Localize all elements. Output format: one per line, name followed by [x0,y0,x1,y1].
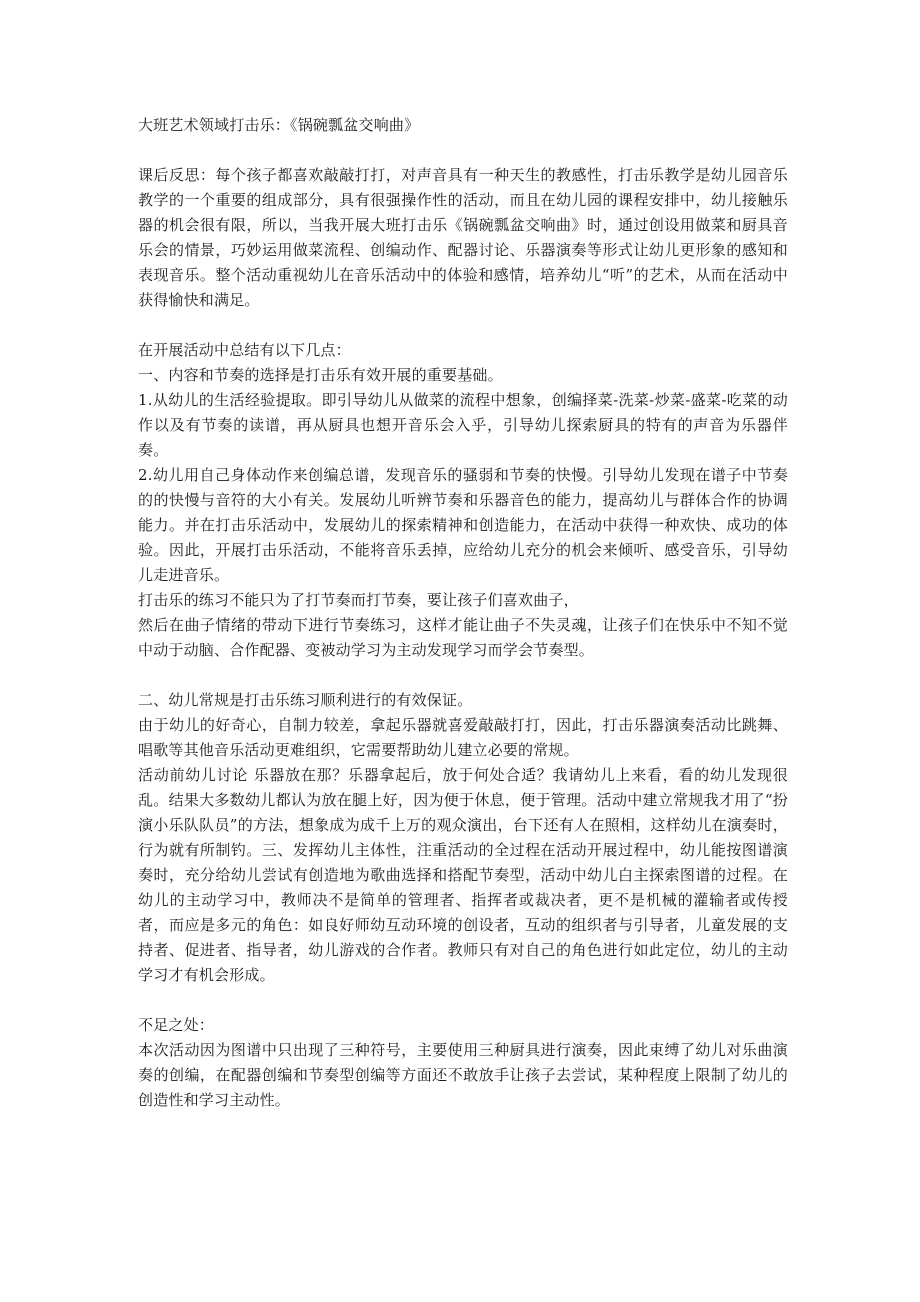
summary-intro: 在开展活动中总结有以下几点： [138,341,351,359]
practice-line1: 打击乐的练习不能只为了打节奏而打节奏，要让孩子们喜欢曲子， [138,591,579,609]
blank-line [138,313,788,338]
blank-line [138,138,788,163]
document-body [138,113,788,1113]
reflection-paragraph: 课后反思：每个孩子都喜欢敲敲打打，对声音具有一种天生的教感性，打击乐教学是幼儿园音乐教学的一个重要的组成部分，具有很强操作性的活动，而且在幼儿园的课程安排中，幼儿接触乐器的机会很有限，所以，当我开展大班打击乐《锅碗瓢盆交响曲》时，通过创设用做菜和厨具音乐会的情景，巧妙运用做菜流程、创编动作、配器讨论、乐器演奏等形式让幼儿更形象的感知和表现音乐。整个活动重视幼儿在音乐活动中的体验和感情，培养幼儿“听”的艺术，从而在活动中获得愉快和满足。 [138,166,788,309]
blank-line [138,988,788,1013]
shortcomings-heading: 不足之处： [138,1016,215,1034]
document-title: 大班艺术领域打击乐：《锅碗瓢盆交响曲》 [138,116,420,134]
practice-paragraph: 然后在曲子情绪的带动下进行节奏练习，这样才能让曲子不失灵魂，让孩子们在快乐中不知不觉中动于动脑、合作配器、变被动学习为主动发现学习而学会节奏型。 [138,616,788,659]
point2-paragraph: 2.幼儿用自己身体动作来创编总谱，发现音乐的骚弱和节奏的快慢。引导幼儿发现在谱子中节奏的的快慢与音符的大小有关。发展幼儿听辨节奏和乐器音色的能力，提高幼儿与群体合作的协调能力。并在打击乐活动中，发展幼儿的探索精神和创造能力，在活动中获得一种欢快、成功的体验。因此，开展打击乐活动，不能将音乐丢掉，应给幼儿充分的机会来倾听、感受音乐，引导幼儿走进音乐。 [138,466,788,584]
blank-line [138,663,788,688]
section2-paragraph1: 由于幼儿的好奇心，自制力较差，拿起乐器就喜爱敲敲打打，因此，打击乐器演奏活动比跳舞、唱歌等其他音乐活动更难组织，它需要帮助幼儿建立必要的常规。 [138,716,788,759]
point1-paragraph: 1.从幼儿的生活经验提取。即引导幼儿从做菜的流程中想象，创编择菜-洗菜-炒菜-盛菜-吃菜的动作以及有节奏的读谱，再从厨具也想开音乐会入乎，引导幼儿探索厨具的特有的声音为乐器伴奏。 [138,391,788,459]
section1-heading: 一、内容和节奏的选择是打击乐有效开展的重要基础。 [138,366,503,384]
section2-heading: 二、幼儿常规是打击乐练习顺利进行的有效保证。 [138,691,473,709]
shortcomings-paragraph: 本次活动因为图谱中只出现了三种符号，主要使用三种厨具进行演奏，因此束缚了幼儿对乐曲演奏的创编，在配器创编和节奏型创编等方面还不敢放手让孩子去尝试，某种程度上限制了幼儿的创造性和学习主动性。 [138,1041,788,1109]
section2-paragraph2: 活动前幼儿讨论 乐器放在那？乐器拿起后，放于何处合适？我请幼儿上来看，看的幼儿发现很乱。结果大多数幼儿都认为放在腿上好，因为便于休息，便于管理。活动中建立常规我才用了“扮演小乐队队员”的方法，想象成为成千上万的观众演出，台下还有人在照相，这样幼儿在演奏时，行为就有所制钓。三、发挥幼儿主体性，注重活动的全过程在活动开展过程中，幼儿能按图谱演奏时，充分给幼儿尝试有创造地为歌曲选择和搭配节奏型，活动中幼儿白主探索图谱的过程。在幼儿的主动学习中，教师决不是简单的管理者、指挥者或裁决者，更不是机械的灌输者或传授者，而应是多元的角色：如良好师幼互动环境的创设者，互动的组织者与引导者，儿童发展的支持者、促进者、指导者，幼儿游戏的合作者。教师只有对自己的角色进行如此定位，幼儿的主动学习才有机会形成。 [138,766,788,984]
